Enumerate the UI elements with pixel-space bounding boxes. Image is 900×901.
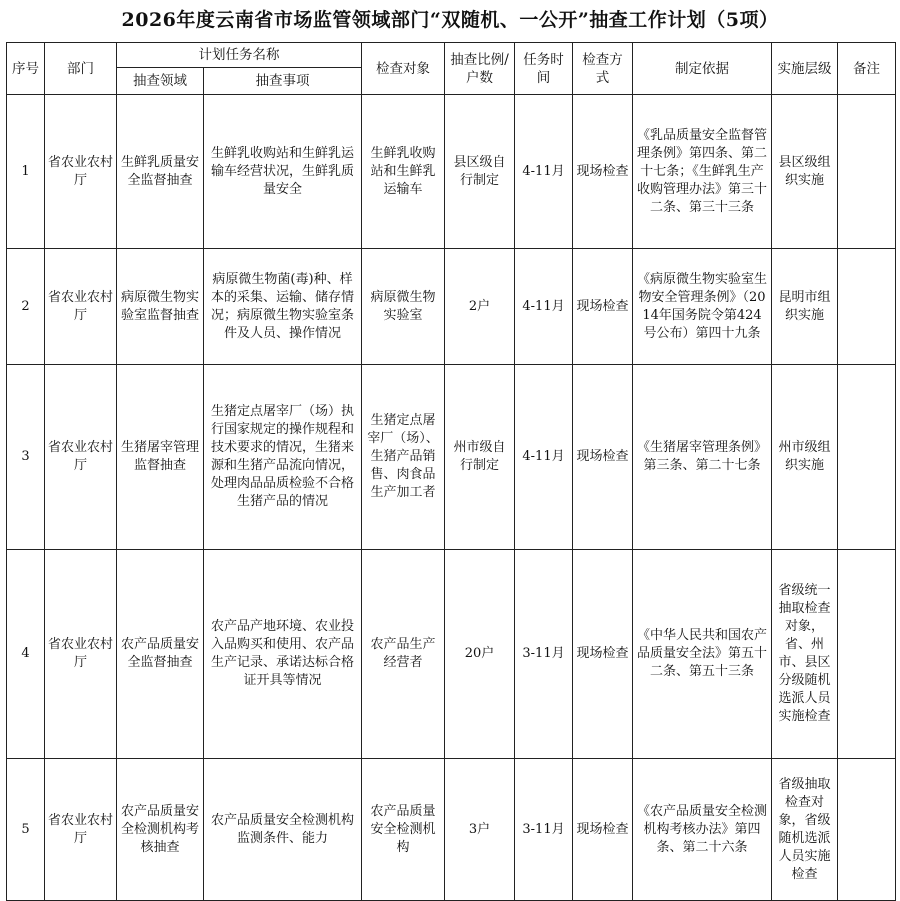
- header-note: 备注: [838, 43, 896, 95]
- cell-level: 省级抽取检查对象，省级随机选派人员实施检查: [772, 759, 838, 901]
- cell-note: [838, 365, 896, 550]
- cell-items: 农产品质量安全检测机构监测条件、能力: [204, 759, 362, 901]
- cell-field: 农产品质量安全监督抽查: [117, 550, 204, 759]
- table-row: [7, 249, 896, 365]
- cell-basis: 《农产品质量安全检测机构考核办法》第四条、第二十六条: [633, 759, 772, 901]
- cell-level: 省级统一抽取检查对象，省、州市、县区分级随机选派人员实施检查: [772, 550, 838, 759]
- table-header: [7, 43, 896, 95]
- header-dept: 部门: [45, 43, 117, 95]
- cell-ratio: 20户: [445, 550, 515, 759]
- header-ratio: 抽查比例/户数: [445, 43, 515, 95]
- header-time: 任务时间: [515, 43, 573, 95]
- plan-table: [6, 42, 896, 901]
- header-method: 检查方式: [573, 43, 633, 95]
- cell-object: 农产品质量安全检测机构: [362, 759, 445, 901]
- cell-seq: 3: [7, 365, 45, 550]
- header-items: 抽查事项: [204, 68, 362, 95]
- cell-basis: 《病原微生物实验室生物安全管理条例》（2014年国务院令第424号公布）第四十九条: [633, 249, 772, 365]
- cell-object: 生猪定点屠宰厂（场）、生猪产品销售、肉食品生产加工者: [362, 365, 445, 550]
- cell-seq: 4: [7, 550, 45, 759]
- cell-level: 昆明市组织实施: [772, 249, 838, 365]
- cell-time: 4-11月: [515, 249, 573, 365]
- cell-field: 农产品质量安全检测机构考核抽查: [117, 759, 204, 901]
- cell-ratio: 州市级自行制定: [445, 365, 515, 550]
- cell-dept: 省农业农村厅: [45, 249, 117, 365]
- cell-object: 生鲜乳收购站和生鲜乳运输车: [362, 95, 445, 249]
- cell-level: 县区级组织实施: [772, 95, 838, 249]
- cell-basis: 《中华人民共和国农产品质量安全法》第五十二条、第五十三条: [633, 550, 772, 759]
- cell-dept: 省农业农村厅: [45, 365, 117, 550]
- cell-method: 现场检查: [573, 365, 633, 550]
- cell-time: 3-11月: [515, 550, 573, 759]
- cell-seq: 5: [7, 759, 45, 901]
- cell-note: [838, 550, 896, 759]
- cell-field: 生鲜乳质量安全监督抽查: [117, 95, 204, 249]
- header-row-1: [7, 43, 896, 68]
- cell-dept: 省农业农村厅: [45, 550, 117, 759]
- cell-time: 4-11月: [515, 95, 573, 249]
- header-seq: 序号: [7, 43, 45, 95]
- table-row: [7, 95, 896, 249]
- cell-method: 现场检查: [573, 249, 633, 365]
- cell-time: 4-11月: [515, 365, 573, 550]
- cell-dept: 省农业农村厅: [45, 759, 117, 901]
- header-task-group: 计划任务名称: [117, 43, 362, 68]
- header-field: 抽查领域: [117, 68, 204, 95]
- cell-items: 生鲜乳收购站和生鲜乳运输车经营状况，生鲜乳质量安全: [204, 95, 362, 249]
- cell-items: 生猪定点屠宰厂（场）执行国家规定的操作规程和技术要求的情况，生猪来源和生猪产品流向情况，处理肉品品质检验不合格生猪产品的情况: [204, 365, 362, 550]
- cell-field: 病原微生物实验室监督抽查: [117, 249, 204, 365]
- cell-method: 现场检查: [573, 759, 633, 901]
- cell-ratio: 县区级自行制定: [445, 95, 515, 249]
- cell-object: 病原微生物实验室: [362, 249, 445, 365]
- table-body: [7, 95, 896, 901]
- cell-method: 现场检查: [573, 95, 633, 249]
- cell-time: 3-11月: [515, 759, 573, 901]
- cell-field: 生猪屠宰管理监督抽查: [117, 365, 204, 550]
- table-row: [7, 550, 896, 759]
- cell-note: [838, 249, 896, 365]
- cell-level: 州市级组织实施: [772, 365, 838, 550]
- page-title: 2026年度云南省市场监管领域部门“双随机、一公开”抽查工作计划（5项）: [121, 9, 779, 31]
- cell-method: 现场检查: [573, 550, 633, 759]
- cell-ratio: 3户: [445, 759, 515, 901]
- table-row: [7, 365, 896, 550]
- cell-seq: 1: [7, 95, 45, 249]
- cell-note: [838, 95, 896, 249]
- cell-items: 病原微生物菌(毒)种、样本的采集、运输、储存情况；病原微生物实验室条件及人员、操作情况: [204, 249, 362, 365]
- cell-dept: 省农业农村厅: [45, 95, 117, 249]
- header-level: 实施层级: [772, 43, 838, 95]
- cell-basis: 《生猪屠宰管理条例》第三条、第二十七条: [633, 365, 772, 550]
- cell-basis: 《乳品质量安全监督管理条例》第四条、第二十七条；《生鲜乳生产收购管理办法》第三十二条、第三十三条: [633, 95, 772, 249]
- header-object: 检查对象: [362, 43, 445, 95]
- cell-note: [838, 759, 896, 901]
- header-basis: 制定依据: [633, 43, 772, 95]
- cell-object: 农产品生产经营者: [362, 550, 445, 759]
- cell-items: 农产品产地环境、农业投入品购买和使用、农产品生产记录、承诺达标合格证开具等情况: [204, 550, 362, 759]
- cell-ratio: 2户: [445, 249, 515, 365]
- table-row: [7, 759, 896, 901]
- cell-seq: 2: [7, 249, 45, 365]
